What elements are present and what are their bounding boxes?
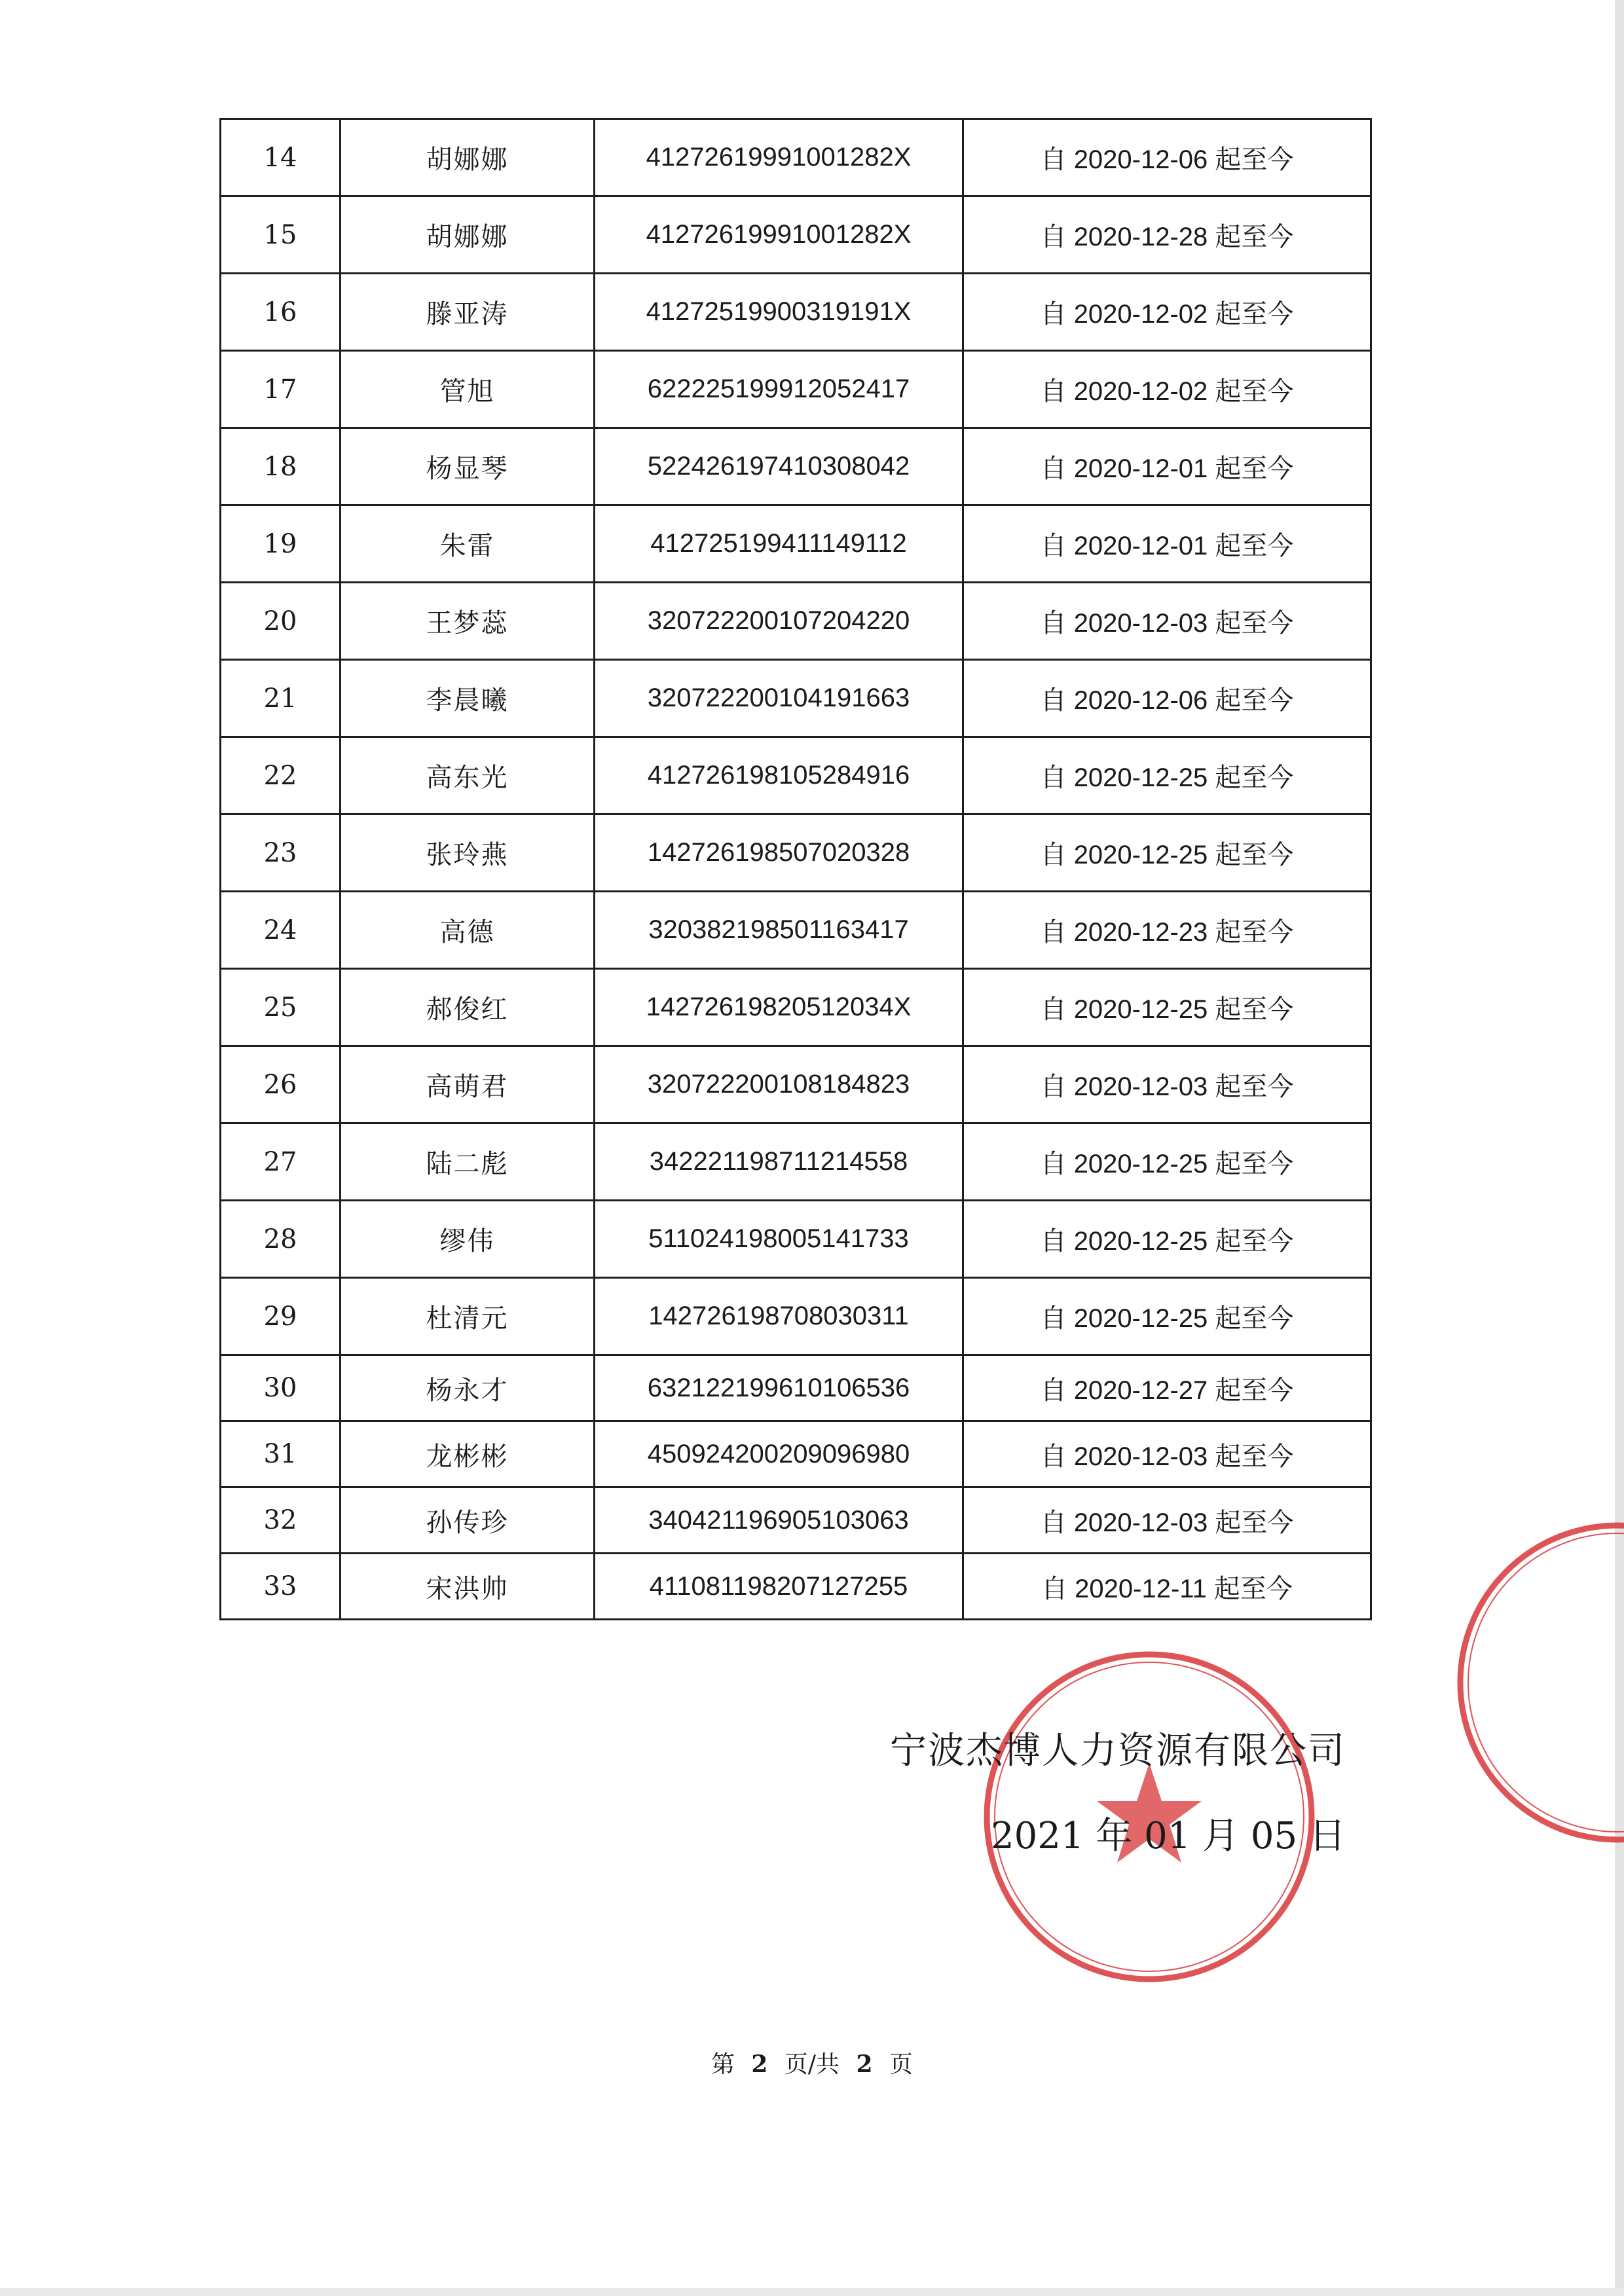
id-number: 450924200209096980 (595, 1421, 963, 1487)
id-number: 142726198708030311 (595, 1278, 963, 1355)
table-row (221, 1487, 1371, 1554)
employment-period: 自 2020-12-27 起至今 (963, 1355, 1371, 1421)
employment-period: 自 2020-12-25 起至今 (963, 969, 1371, 1046)
id-number: 522426197410308042 (595, 428, 963, 505)
page-footer (0, 2046, 1624, 2079)
id-number: 412725199411149112 (595, 505, 963, 583)
employment-period: 自 2020-12-11 起至今 (963, 1554, 1371, 1620)
employee-name: 滕亚涛 (341, 274, 595, 351)
footer-middle: 页/共 (784, 2051, 840, 2078)
employment-period: 自 2020-12-03 起至今 (963, 1487, 1371, 1554)
signature-date: 2021 年 01 月 05 日 (990, 1815, 1346, 1857)
table-row (221, 196, 1371, 274)
scan-edge-right (1615, 0, 1624, 2296)
table-row (221, 428, 1371, 505)
row-number: 26 (221, 1046, 341, 1123)
id-number: 142726198507020328 (595, 814, 963, 892)
partial-seal (1401, 1519, 1624, 1859)
employment-period: 自 2020-12-02 起至今 (963, 351, 1371, 428)
table-row (221, 1554, 1371, 1620)
footer-total-pages: 2 (856, 2050, 873, 2078)
id-number: 412726198105284916 (595, 737, 963, 814)
employment-period: 自 2020-12-25 起至今 (963, 737, 1371, 814)
row-number: 21 (221, 660, 341, 737)
row-number: 20 (221, 583, 341, 660)
employment-period: 自 2020-12-25 起至今 (963, 814, 1371, 892)
row-number: 32 (221, 1487, 341, 1554)
employee-name: 管旭 (341, 351, 595, 428)
id-number: 41272519900319191X (595, 274, 963, 351)
table-row (221, 1421, 1371, 1487)
employee-name: 高萌君 (341, 1046, 595, 1123)
table-row (221, 737, 1371, 814)
id-number: 320722200108184823 (595, 1046, 963, 1123)
employee-name: 郝俊红 (341, 969, 595, 1046)
employee-name: 王梦蕊 (341, 583, 595, 660)
table-body (221, 119, 1371, 1620)
scan-edge-bottom (0, 2288, 1624, 2296)
id-number: 41272619991001282X (595, 196, 963, 274)
employee-name: 杜清元 (341, 1278, 595, 1355)
employment-period: 自 2020-12-28 起至今 (963, 196, 1371, 274)
footer-page-number: 2 (751, 2050, 768, 2078)
employment-period: 自 2020-12-01 起至今 (963, 505, 1371, 583)
id-number: 511024198005141733 (595, 1201, 963, 1278)
row-number: 29 (221, 1278, 341, 1355)
id-number: 340421196905103063 (595, 1487, 963, 1554)
employment-period: 自 2020-12-25 起至今 (963, 1278, 1371, 1355)
row-number: 33 (221, 1554, 341, 1620)
employee-name: 宋洪帅 (341, 1554, 595, 1620)
employment-period: 自 2020-12-23 起至今 (963, 892, 1371, 969)
employment-period: 自 2020-12-03 起至今 (963, 583, 1371, 660)
table-row (221, 660, 1371, 737)
id-number: 320722200104191663 (595, 660, 963, 737)
employee-name: 杨显琴 (341, 428, 595, 505)
id-number: 411081198207127255 (595, 1554, 963, 1620)
employee-name: 缪伟 (341, 1201, 595, 1278)
footer-prefix: 第 (710, 2051, 735, 2078)
employment-period: 自 2020-12-06 起至今 (963, 660, 1371, 737)
id-number: 622225199912052417 (595, 351, 963, 428)
row-number: 17 (221, 351, 341, 428)
row-number: 16 (221, 274, 341, 351)
employment-period: 自 2020-12-02 起至今 (963, 274, 1371, 351)
table-row (221, 274, 1371, 351)
employment-period: 自 2020-12-03 起至今 (963, 1046, 1371, 1123)
employment-period: 自 2020-12-03 起至今 (963, 1421, 1371, 1487)
table-row (221, 119, 1371, 196)
table-row (221, 1278, 1371, 1355)
row-number: 15 (221, 196, 341, 274)
employment-period: 自 2020-12-25 起至今 (963, 1201, 1371, 1278)
table-row (221, 583, 1371, 660)
id-number: 320382198501163417 (595, 892, 963, 969)
employee-name: 朱雷 (341, 505, 595, 583)
employment-period: 自 2020-12-06 起至今 (963, 119, 1371, 196)
row-number: 22 (221, 737, 341, 814)
row-number: 25 (221, 969, 341, 1046)
employee-name: 龙彬彬 (341, 1421, 595, 1487)
row-number: 31 (221, 1421, 341, 1487)
row-number: 30 (221, 1355, 341, 1421)
table-row (221, 351, 1371, 428)
employee-name: 杨永才 (341, 1355, 595, 1421)
employee-name: 张玲燕 (341, 814, 595, 892)
table-row (221, 892, 1371, 969)
row-number: 23 (221, 814, 341, 892)
employee-name: 陆二彪 (341, 1123, 595, 1201)
table-row (221, 1123, 1371, 1201)
row-number: 14 (221, 119, 341, 196)
id-number: 14272619820512034X (595, 969, 963, 1046)
id-number: 320722200107204220 (595, 583, 963, 660)
table-row (221, 505, 1371, 583)
employee-name: 高东光 (341, 737, 595, 814)
table-row (221, 1046, 1371, 1123)
company-name: 宁波杰博人力资源有限公司 (890, 1730, 1346, 1772)
row-number: 27 (221, 1123, 341, 1201)
row-number: 18 (221, 428, 341, 505)
table-row (221, 814, 1371, 892)
employee-name: 胡娜娜 (341, 119, 595, 196)
footer-suffix: 页 (889, 2051, 913, 2078)
id-number: 342221198711214558 (595, 1123, 963, 1201)
employee-name: 李晨曦 (341, 660, 595, 737)
employee-name: 孙传珍 (341, 1487, 595, 1554)
employee-name: 胡娜娜 (341, 196, 595, 274)
employment-period: 自 2020-12-25 起至今 (963, 1123, 1371, 1201)
row-number: 28 (221, 1201, 341, 1278)
row-number: 24 (221, 892, 341, 969)
employee-name: 高德 (341, 892, 595, 969)
table-row (221, 1201, 1371, 1278)
id-number: 632122199610106536 (595, 1355, 963, 1421)
id-number: 41272619991001282X (595, 119, 963, 196)
employment-period: 自 2020-12-01 起至今 (963, 428, 1371, 505)
row-number: 19 (221, 505, 341, 583)
table-row (221, 1355, 1371, 1421)
employee-table (219, 118, 1372, 1620)
table-row (221, 969, 1371, 1046)
